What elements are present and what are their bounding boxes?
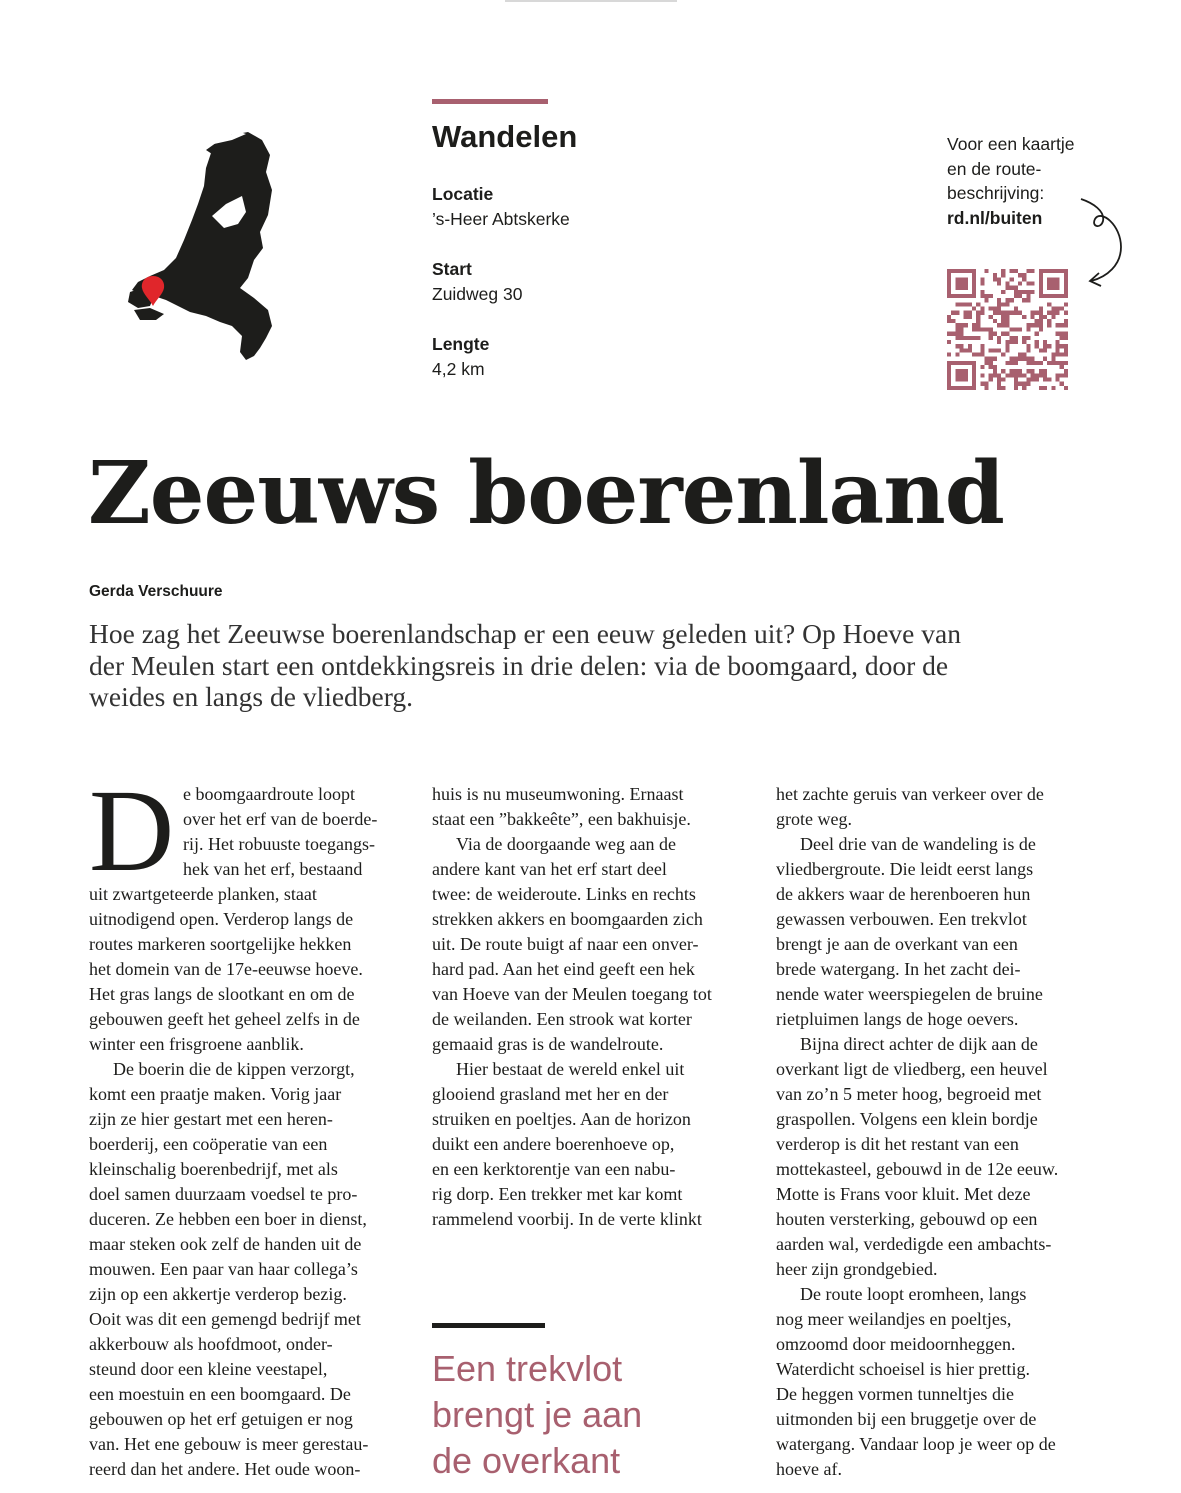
netherlands-map-icon [120,120,290,365]
body-text-line: aarden wal, verdedigde een ambachts- [776,1234,1052,1254]
body-column-2 [432,782,752,1232]
article-headline: Zeeuws boerenland [88,443,1004,544]
body-text-line: hard pad. Aan het eind geeft een hek [432,959,695,979]
body-text-line: van Hoeve van der Meulen toegang tot [432,984,712,1004]
body-text-line: Bijna direct achter de dijk aan de [800,1034,1038,1054]
body-text-line: vliedbergroute. Die leidt eerst langs [776,859,1034,879]
body-text-line: watergang. Vandaar loop je weer op de [776,1434,1056,1454]
body-text-line: houten versterking, gebouwd op een [776,1209,1038,1229]
body-text-line: nende water weerspiegelen de bruine [776,984,1043,1004]
qr-code-icon[interactable] [947,269,1068,390]
body-text-line: rietpluimen langs de hoge oevers. [776,1009,1019,1029]
body-text-line: duikt een andere boerenhoeve op, [432,1134,675,1154]
body-text-line: over het erf van de boerde- [183,809,378,829]
body-text-line: de weilanden. Een strook wat korter [432,1009,692,1029]
body-text-line: het domein van de 17e-eeuwse hoeve. [89,959,363,979]
body-text-line: huis is nu museumwoning. Ernaast [432,784,684,804]
body-text-line: routes markeren soortgelijke hekken [89,934,352,954]
info-location-value: ’s-Heer Abtskerke [432,209,570,229]
body-text-line: andere kant van het erf start deel [432,859,667,879]
body-text-line: gebouwen geeft het geheel zelfs in de [89,1009,360,1029]
body-text-line: Via de doorgaande weg aan de [456,834,676,854]
body-text-line: zijn op een akkertje verderop bezig. [89,1284,347,1304]
body-text-line: twee: de weideroute. Links en rechts [432,884,696,904]
body-text-line: boerderij, een coöperatie van een [89,1134,328,1154]
info-length-value: 4,2 km [432,359,485,379]
body-text-line: rammelend voorbij. In de verte klinkt [432,1209,702,1229]
body-text-line: rij. Het robuuste toegangs- [183,834,375,854]
body-text-line: doel samen duurzaam voedsel te pro- [89,1184,358,1204]
body-text-line: gewassen verbouwen. Een trekvlot [776,909,1027,929]
body-text-line: mouwen. Een paar van haar collega’s [89,1259,358,1279]
info-location [432,182,570,232]
author-byline: Gerda Verschuure [89,583,223,600]
body-text-line: e boomgaardroute loopt [183,784,355,804]
body-text-line: Hier bestaat de wereld enkel uit [456,1059,685,1079]
body-text-line: een moestuin en een boomgaard. De [89,1384,351,1404]
body-text-line: gemaaid gras is de wandelroute. [432,1034,664,1054]
body-text-line: Motte is Frans voor kluit. Met deze [776,1184,1031,1204]
body-text-line: De route loopt eromheen, langs [800,1284,1027,1304]
pull-quote-bar [432,1323,545,1328]
body-text-line: struiken en poeltjes. Aan de horizon [432,1109,691,1129]
body-text-line: kleinschalig boerenbedrijf, met als [89,1159,338,1179]
body-column-3 [776,782,1096,1482]
body-text-line: hek van het erf, bestaand [183,859,363,879]
body-text-line: De heggen vormen tunneltjes die [776,1384,1014,1404]
body-text-line: Ooit was dit een gemengd bedrijf met [89,1309,361,1329]
body-text-line: komt een praatje maken. Vorig jaar [89,1084,342,1104]
pull-quote-line: de overkant [432,1440,621,1481]
body-text-line: grote weg. [776,809,852,829]
top-edge-mark [505,0,677,2]
body-text-line: Deel drie van de wandeling is de [800,834,1036,854]
link-text-line: en de route- [947,158,1042,179]
info-start-value: Zuidweg 30 [432,284,523,304]
body-text-line: uitnodigend open. Verderop langs de [89,909,354,929]
body-column-1 [89,782,409,1482]
body-text-line: van. Het ene gebouw is meer gerestau- [89,1434,369,1454]
body-text-line: zijn ze hier gestart met een heren- [89,1109,333,1129]
body-text-line: rig dorp. Een trekker met kar komt [432,1184,683,1204]
body-text-line: strekken akkers en boomgaarden zich [432,909,703,929]
body-text-line: glooiend grasland met her en der [432,1084,669,1104]
info-length [432,332,489,382]
body-text-line: Het gras langs de slootkant en om de [89,984,355,1004]
body-text-line: gebouwen op het erf getuigen er nog [89,1409,353,1429]
body-text-line: mottekasteel, gebouwd in de 12e eeuw. [776,1159,1059,1179]
link-text-line: beschrijving: [947,183,1045,203]
body-text-line: nog meer weilandjes en poeltjes, [776,1309,1012,1329]
curly-arrow-icon [1075,195,1135,290]
body-text-line: overkant ligt de vliedberg, een heuvel [776,1059,1048,1079]
body-text-line: Waterdicht schoeisel is hier prettig. [776,1359,1030,1379]
body-text-line: steund door een kleine veestapel, [89,1359,328,1379]
route-url-link[interactable]: rd.nl/buiten [947,207,1043,228]
info-title: Wandelen [432,119,578,154]
body-text-line: uit zwartgeteerde planken, staat [89,884,317,904]
body-text-line: staat een ”bakkeête”, een bakhuisje. [432,809,691,829]
body-text-line: hoeve af. [776,1459,842,1479]
body-text-line: heer zijn grondgebied. [776,1259,938,1279]
body-text-line: brede watergang. In het zacht dei- [776,959,1021,979]
body-text-line: reerd dan het andere. Het oude woon- [89,1459,361,1479]
link-text-line: Voor een kaartje [947,134,1075,154]
article-intro: Hoe zag het Zeeuwse boerenlandschap er een eeuw geleden uit? Op Hoeve van der Meulen start een ontdekkingsreis in drie delen: via de boomgaard, door de weides en langs de vliedberg. [89,618,961,712]
body-text-line: uit. De route buigt af naar een onver- [432,934,699,954]
body-text-line: graspollen. Volgens een klein bordje [776,1109,1038,1129]
body-text-line: maar steken ook zelf de handen uit de [89,1234,362,1254]
info-start-label: Start [432,259,472,279]
body-text-line: verderop is dit het restant van een [776,1134,1019,1154]
body-text-line: van zo’n 5 meter hoog, begroeid met [776,1084,1042,1104]
drop-cap: D [89,765,175,896]
body-text-line: De boerin die de kippen verzorgt, [113,1059,355,1079]
body-text-line: akkerbouw als hoofdmoot, onder- [89,1334,333,1354]
body-text-line: en een kerktorentje van een nabu- [432,1159,676,1179]
pull-quote [432,1346,732,1484]
body-text-line: het zachte geruis van verkeer over de [776,784,1044,804]
pull-quote-line: Een trekvlot [432,1348,623,1389]
body-text-line: uitmonden bij een bruggetje over de [776,1409,1037,1429]
body-text-line: brengt je aan de overkant van een [776,934,1018,954]
info-location-label: Locatie [432,184,494,204]
info-length-label: Lengte [432,334,490,354]
pull-quote-line: brengt je aan [432,1394,643,1435]
body-text-line: de akkers waar de herenboeren hun [776,884,1031,904]
body-text-line: duceren. Ze hebben een boer in dienst, [89,1209,367,1229]
info-start [432,257,522,307]
body-text-line: winter een frisgroene aanblik. [89,1034,304,1054]
accent-bar [432,99,548,104]
body-text-line: omzoomd door meidoornheggen. [776,1334,1016,1354]
